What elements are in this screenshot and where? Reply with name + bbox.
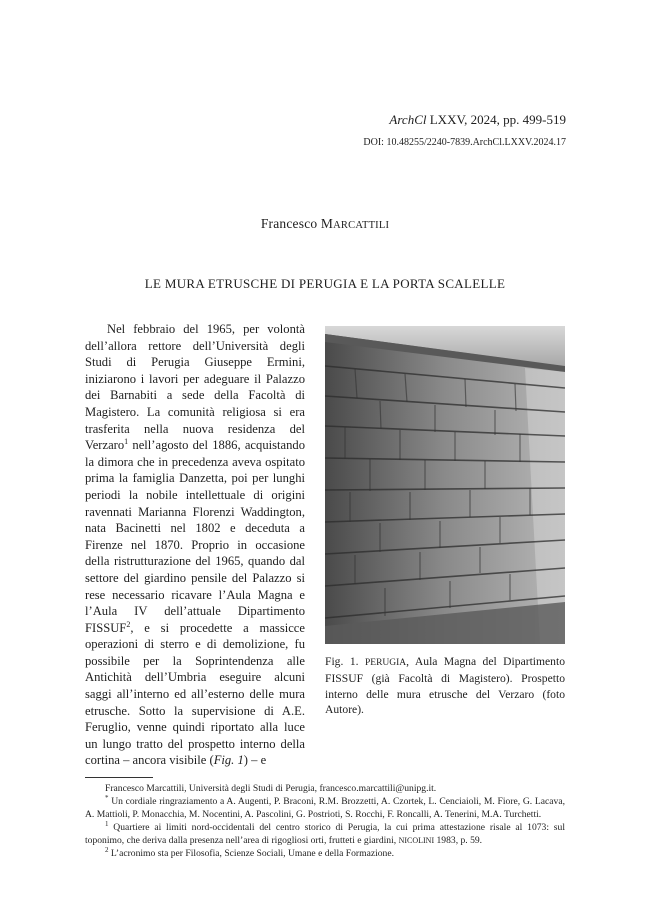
caption-place: PERUGIA (365, 658, 407, 668)
figure-photo (325, 326, 565, 644)
footnotes (85, 782, 565, 860)
figure-caption: Fig. 1. PERUGIA, Aula Magna del Dipartimento FISSUF (già Facoltà di Magistero). Prospetto interno delle mura etrusche del Verzaro (foto Autore). (325, 655, 565, 716)
footnote-2: $^2$ L’acronimo sta per Filosofia, Scienze Sociali, Umane e della Formazione. (105, 845, 395, 859)
footnote-divider (85, 777, 153, 778)
footnote-acknowledgements: * Un cordiale ringraziamento a A. Augenti, P. Braconi, R.M. Brozzetti, A. Czortek, L. Cenciaioli, M. Fiore, G. Lacava, A. Mattioli, P. Monacchia, M. Nocentini, A. Pascolini, G. Postrioti, S. Rocchi, F. Roncalli, A. Tenerini, M.A. Turchetti. (85, 793, 565, 820)
footnote-ref: 2 (126, 619, 131, 629)
figure-reference: Fig. 1 (213, 753, 244, 768)
volume-pages: LXXV, 2024, pp. 499-519 (429, 112, 566, 127)
stone-wall-photo (325, 326, 565, 644)
body-text (85, 321, 305, 769)
footnote-ref: 1 (124, 436, 129, 446)
article-title: LE MURA ETRUSCHE DI PERUGIA E LA PORTA SCALELLE (144, 276, 506, 291)
footnote-1: $^1$ Quartiere ai limiti nord-occidentali del centro storico di Perugia, la cui prima attestazione risale al 1073: sul toponimo, che deriva dalla presenza nell’area di rigogliosi orti, frutteti e giardini, NICOLINI 1983, p. 59. (85, 819, 565, 846)
journal-citation (389, 112, 566, 128)
footnote-citation-author: NICOLINI (398, 836, 435, 845)
journal-name: ArchCl (389, 112, 427, 127)
doi: DOI: 10.48255/2240-7839.ArchCl.LXXV.2024.17 (363, 137, 566, 148)
author-affiliation: Francesco Marcattili, Università degli Studi di Perugia, francesco.marcattili@unipg.it. (105, 783, 437, 794)
author-name: Francesco MARCATTILI (260, 216, 390, 231)
body-paragraph: Nel febbraio del 1965, per volontà dell’allora rettore dell’Università degli Studi di Perugia Giuseppe Ermini, iniziarono i lavori per adeguare il Palazzo dei Barnabiti a sede della Facoltà di Magistero. La comunità religiosa si era trasferita nella nuova residenza del Verzaro$^1$ nell’agosto del 1886, acquistando la dimora che in precedenza aveva ospitato prima la famiglia Danzetta, poi per lunghi periodi la nobile intellettuale di origini ravennati Marianna Florenzi Waddington, nata Bacinetti nel 1802 e deceduta a Firenze nel 1870. Proprio in occasione della ristrutturazione del 1965, quando dal settore del giardino pensile del Palazzo si rese necessario ricavare l’Aula Magna e l’Aula IV dell’attuale Dipartimento FISSUF$^2$, e si procedette a massicce operazioni di sterro e di demolizione, fu possibile per la Soprintendenza alle Antichità dell’Umbria eseguire alcuni saggi all’interno ed all’esterno delle mura etrusche. Sotto la supervisione di A.E. Feruglio, venne quindi riportato alla luce un lungo tratto del prospetto interno della cortina – ancora visibile (Fig. 1) – e (85, 322, 305, 768)
